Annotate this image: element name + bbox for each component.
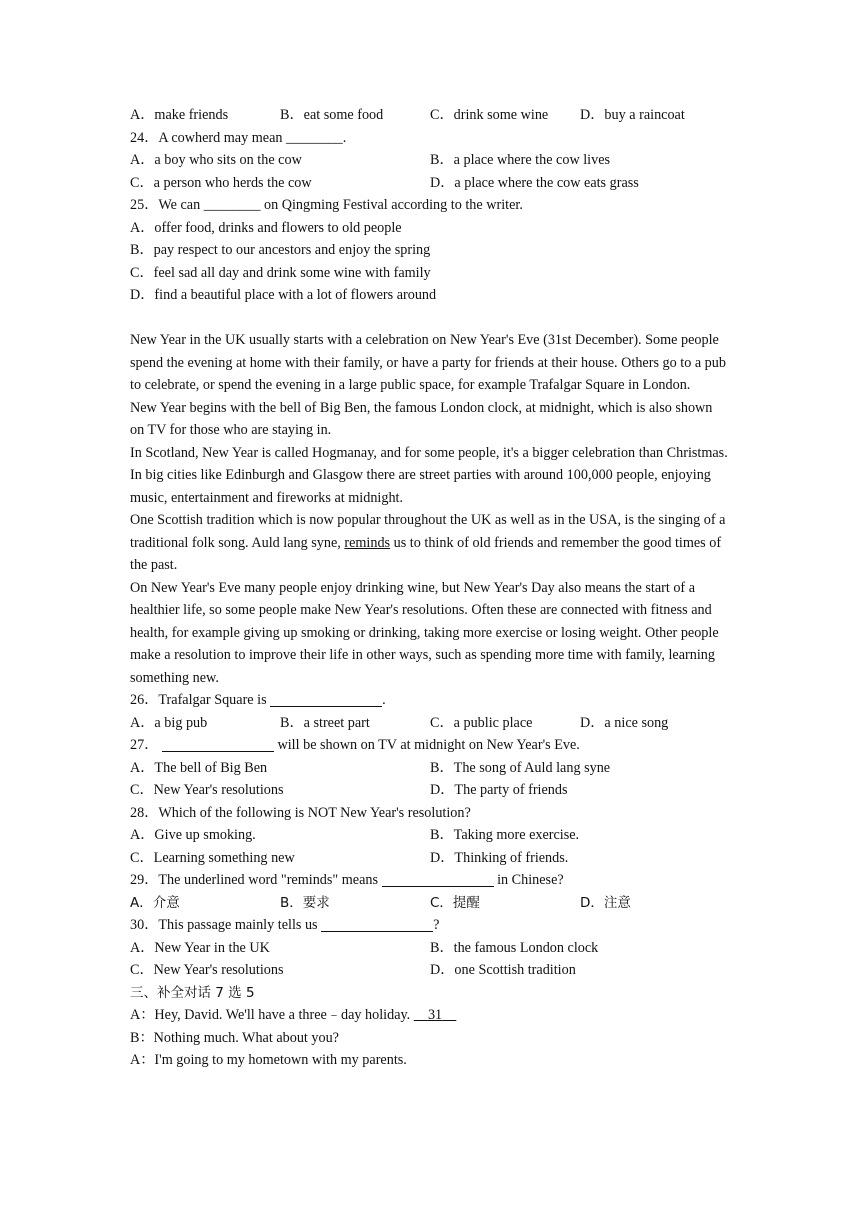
q24-options-ab xyxy=(130,149,730,172)
option-d: D．Thinking of friends. xyxy=(430,849,569,866)
option-a: A．make friends xyxy=(130,107,229,123)
option-b: B．Taking more exercise. xyxy=(430,827,580,843)
answer-blank xyxy=(321,916,433,932)
passage-paragraph-2: New Year begins with the bell of Big Ben, the famous London clock, at midnight, which is also shown on TV for those who are staying in. xyxy=(130,399,713,438)
dialogue-line-2: B：Nothing much. What about you? xyxy=(130,1029,339,1046)
option-c: C．drink some wine xyxy=(430,107,549,123)
option-c: C．提醒 xyxy=(430,894,480,911)
dialogue-text: A：Hey, David. We'll have a three﹣day holiday. xyxy=(130,1007,414,1023)
paragraph-text: One Scottish tradition which is now popular throughout the UK as well as in the USA, is the singing of a traditional folk song. Auld lang syne, xyxy=(130,512,726,551)
answer-blank xyxy=(162,736,274,752)
q29-options xyxy=(130,892,730,915)
q24-stem: 24．A cowherd may mean ________. xyxy=(130,129,347,146)
q28-options-cd xyxy=(130,847,730,870)
option-a: A．Give up smoking. xyxy=(130,827,256,843)
section-heading: 三、补全对话 7 选 5 xyxy=(130,984,255,1001)
q24-options-cd xyxy=(130,172,730,195)
passage-paragraph-4 xyxy=(130,509,730,577)
q30-options-ab xyxy=(130,937,730,960)
q26-options xyxy=(130,712,730,735)
answer-blank xyxy=(270,691,382,707)
option-c: C．feel sad all day and drink some wine with family xyxy=(130,264,431,281)
option-b: B．pay respect to our ancestors and enjoy the spring xyxy=(130,242,431,258)
q27-options-ab xyxy=(130,757,730,780)
dialogue-blank-31 xyxy=(414,1007,457,1023)
option-a: A．a big pub xyxy=(130,714,208,731)
q30-options-cd xyxy=(130,959,730,982)
passage-paragraph-3: In Scotland, New Year is called Hogmanay, and for some people, it's a bigger celebration than Christmas. In big cities like Edinburgh and Glasgow there are street parties with around 100,000 people, enjoying music, entertainment and fireworks at midnight. xyxy=(130,444,728,506)
option-b: B．eat some food xyxy=(280,107,384,123)
option-a: A．The bell of Big Ben xyxy=(130,759,268,776)
answer-blank xyxy=(382,871,494,887)
option-c: C．a public place xyxy=(430,714,533,731)
option-b: B．a street part xyxy=(280,714,370,731)
stem-text: 30．This passage mainly tells us xyxy=(130,917,322,933)
q25-stem: 25．We can ________ on Qingming Festival according to the writer. xyxy=(130,197,523,213)
option-d: D．buy a raincoat xyxy=(580,107,685,123)
passage-paragraph-5: On New Year's Eve many people enjoy drinking wine, but New Year's Day also means the start of a healthier life, so some people make New Year's resolutions. Often these are connected with fitness and health, for example giving up smoking or drinking, taking more exercise or losing weight. Other people make a resolution to improve their life in other ways, such as spending more time with family, learning something new. xyxy=(130,579,719,686)
underlined-word: reminds xyxy=(344,534,391,551)
option-b: B．a place where the cow lives xyxy=(430,152,611,168)
q28-options-ab xyxy=(130,824,730,847)
q29-stem xyxy=(130,869,730,892)
option-d: D．a nice song xyxy=(580,714,669,731)
q28-stem: 28．Which of the following is NOT New Year's resolution? xyxy=(130,804,471,821)
option-c: C．Learning something new xyxy=(130,849,295,866)
dialogue-line-1 xyxy=(130,1004,730,1027)
document-page xyxy=(130,104,730,1072)
q27-options-cd xyxy=(130,779,730,802)
passage-paragraph-1: New Year in the UK usually starts with a celebration on New Year's Eve (31st December). Some people spend the evening at home with their family, or have a party for friends at their house. Others go to a pub to celebrate, or spend the evening in a large public space, for example Trafalgar Square in London. xyxy=(130,332,726,393)
option-a: A．a boy who sits on the cow xyxy=(130,152,302,168)
option-a: A．New Year in the UK xyxy=(130,939,270,956)
dialogue-line-3: A：I'm going to my hometown with my parents. xyxy=(130,1052,407,1068)
paragraph-text: us to think of old friends and remember the good times of the past. xyxy=(130,534,722,573)
stem-text: will be shown on TV at midnight on New Year's Eve. xyxy=(273,737,580,753)
q26-stem xyxy=(130,689,730,712)
spacer xyxy=(130,307,730,330)
option-b: B．The song of Auld lang syne xyxy=(430,759,611,776)
option-c: C．New Year's resolutions xyxy=(130,782,284,798)
stem-text: in Chinese? xyxy=(497,872,564,888)
option-d: D．find a beautiful place with a lot of flowers around xyxy=(130,287,437,303)
option-a: A．介意 xyxy=(130,894,180,911)
blank-number: 31 xyxy=(427,1007,443,1023)
q27-stem xyxy=(130,734,730,757)
option-d: D．The party of friends xyxy=(430,782,568,798)
option-d: D．a place where the cow eats grass xyxy=(430,174,639,191)
stem-text: 29．The underlined word "reminds" means xyxy=(130,872,382,888)
q23-options xyxy=(130,104,730,127)
stem-text: ? xyxy=(433,917,440,933)
stem-text: . xyxy=(382,692,386,708)
option-b: B．the famous London clock xyxy=(430,939,599,956)
stem-text: 26．Trafalgar Square is xyxy=(130,692,271,708)
option-d: D．one Scottish tradition xyxy=(430,962,576,978)
option-a: A．offer food, drinks and flowers to old people xyxy=(130,219,402,236)
q30-stem xyxy=(130,914,730,937)
option-c: C．New Year's resolutions xyxy=(130,962,284,978)
option-d: D．注意 xyxy=(580,894,631,911)
option-c: C．a person who herds the cow xyxy=(130,174,312,191)
option-b: B．要求 xyxy=(280,894,330,911)
stem-text: 27． xyxy=(130,737,159,753)
